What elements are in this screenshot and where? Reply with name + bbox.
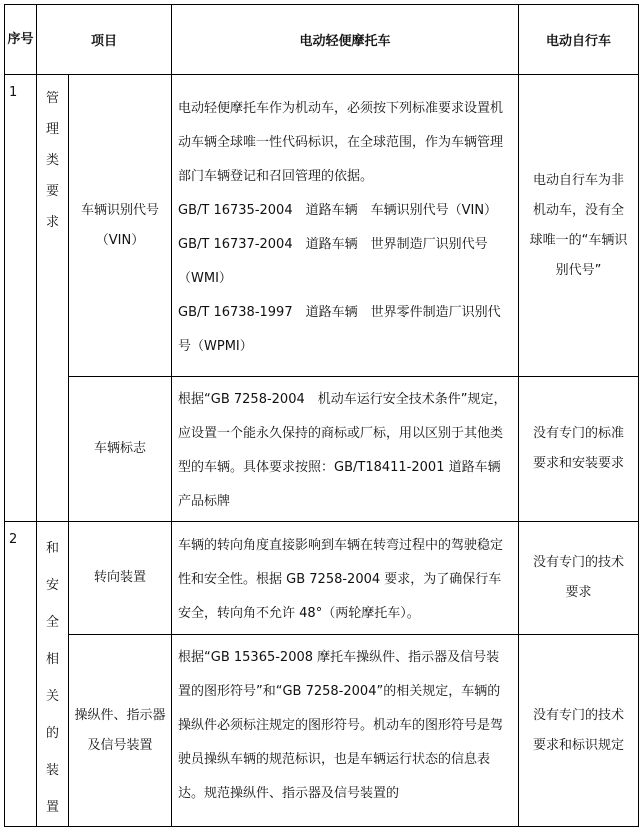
table-row — [5, 635, 639, 827]
item-cell: 转向装置 — [69, 522, 172, 635]
header-row — [5, 5, 639, 75]
bike-cell: 没有专门的技术要求 — [519, 522, 639, 635]
moto-paragraph: 电动轻便摩托车作为机动车，必须按下列标准要求设置机动车辆全球唯一性代码标识，在全球范围，作为车辆管理部门车辆登记和召回管理的依据。 — [178, 100, 504, 184]
item-cell: 车辆标志 — [69, 377, 172, 522]
moto-paragraph: GB/T 16735-2004 道路车辆 车辆识别代号（VIN） — [178, 202, 498, 218]
group-seq: 1 — [5, 75, 37, 522]
group-category — [37, 75, 69, 522]
moto-paragraph: GB/T 16737-2004 道路车辆 世界制造厂识别代号（WMI） — [178, 236, 488, 286]
moto-cell — [172, 522, 519, 635]
moto-paragraph: 根据“GB 7258-2004 机动车运行安全技术条件”规定，应设置一个能永久保持的商标或厂标，用以区别于其他类型的车辆。具体要求按照：GB/T18411-2001 道路车辆 产品标牌 — [178, 392, 507, 509]
moto-paragraph: GB/T 16738-1997 道路车辆 世界零件制造厂识别代号（WPMI） — [178, 304, 501, 354]
moto-cell — [172, 635, 519, 827]
bike-cell: 没有专门的技术要求和标识规定 — [519, 635, 639, 827]
bike-cell: 没有专门的标准要求和安装要求 — [519, 377, 639, 522]
item-cell: 车辆识别代号（VIN） — [69, 75, 172, 377]
table-row — [5, 522, 639, 635]
group-category — [37, 522, 69, 827]
category-text: 管理类要求 — [45, 91, 59, 230]
item-cell: 操纵件、指示器及信号装置 — [69, 635, 172, 827]
comparison-table — [4, 4, 639, 827]
header-item: 项目 — [37, 5, 172, 75]
header-seq: 序号 — [5, 5, 37, 75]
category-text: 和安全相关的装置 — [45, 541, 59, 815]
table-row — [5, 75, 639, 377]
moto-paragraph: 车辆的转向角度直接影响到车辆在转弯过程中的驾驶稳定性和安全性。根据 GB 7258-2004 要求，为了确保行车安全，转向角不允许 48°（两轮摩托车）。 — [178, 538, 504, 622]
header-bike: 电动自行车 — [519, 5, 639, 75]
header-moto: 电动轻便摩托车 — [172, 5, 519, 75]
bike-cell: 电动自行车为非机动车，没有全球唯一的“车辆识别代号” — [519, 75, 639, 377]
table-row — [5, 377, 639, 522]
moto-cell — [172, 377, 519, 522]
moto-paragraph: 根据“GB 15365-2008 摩托车操纵件、指示器及信号装置的图形符号”和“GB 7258-2004”的相关规定，车辆的操纵件必须标注规定的图形符号。机动车的图形符号是驾驶员操纵车辆的规范标识，也是车辆运行状态的信息表达。规范操纵件、指示器及信号装置的 — [178, 650, 504, 802]
moto-cell — [172, 75, 519, 377]
group-seq: 2 — [5, 522, 37, 827]
